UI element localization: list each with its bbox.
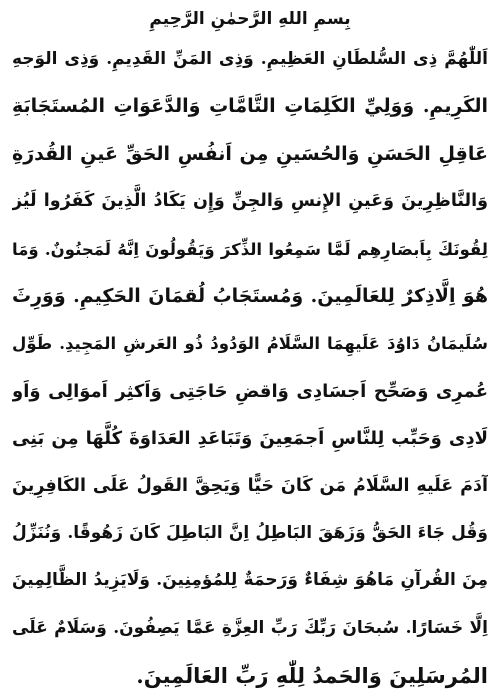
prayer-line-2: الكَرِيمِ. وَوَلِيِّ الكَلِمَاتِ التَّامَّاتِ وَالدَّعَوَاتِ المُستَجَابَةِ	[12, 95, 488, 118]
prayer-line-8: عُمرِى وَصَحِّح اَجسَادِى وَاقضِ حَاجَتِى وَاَكثِر اَموَالِى وَاَو	[12, 380, 488, 402]
prayer-line-9: لَادِى وَحَبِّب لِلنَّاسِ اَجمَعِينَ وَتَبَاعَدِ العَدَاوَةَ كُلَّهَا مِن بَنِى	[12, 428, 488, 450]
prayer-line-14: المُرسَلِينَ وَالحَمدُ لِلّٰهِ رَبِّ العَالَمِينَ.	[136, 663, 488, 689]
prayer-line-12: مِنَ القُرآنِ مَاهُوَ شِفَاءٌ وَرَحمَةٌ لِلمُؤمِنِينَ. وَلَايَزِيدُ الظَّالِمِينَ	[12, 570, 488, 591]
prayer-line-5: لِقُونَكَ بِاَبصَارِهِم لَمَّا سَمِعُوا الذِّكرَ وَيَقُولُونَ اِنَّهُ لَمَجنُونٌ. وَمَا	[12, 239, 488, 259]
prayer-line-1: اَللّٰهُمَّ ذِى السُّلطَانِ العَظِيمِ. وَذِى المَنِّ القَدِيمِ. وَذِى الوَجهِ	[12, 49, 488, 69]
prayer-line-11: وَقُل جَاءَ الحَقُّ وَزَهَقَ البَاطِلُ اِنَّ البَاطِلَ كَانَ زَهُوقًا. وَنُنَزِّلُ	[12, 522, 488, 543]
prayer-line-13: اِلَّا خَسَارًا. سُبحَانَ رَبِّكَ رَبِّ العِزَّةِ عَمَّا يَصِفُونَ. وَسَلَامٌ عَلَى	[12, 617, 488, 638]
prayer-line-6: هُوَ اِلَّاذِكرٌ لِلعَالَمِينَ. وَمُستَجَابُ لُقمَانَ الحَكِيمِ. وَوَرِثَ	[12, 284, 488, 307]
basmala-heading: بِسمِ اللهِ الرَّحمٰنِ الرَّحِيمِ	[149, 9, 351, 29]
prayer-line-10: آدَمَ عَلَيهِ السَّلَامُ مَن كَانَ حَيًّا وَيَحِقَّ القَولُ عَلَى الكَافِرِينَ	[12, 475, 488, 496]
prayer-text-body	[12, 36, 488, 699]
prayer-line-7: سُلَيمَانُ دَاوُدَ عَلَيهِمَا السَّلَامُ الوَدُودُ ذُو العَرشِ المَجِيدِ. طَوِّل	[12, 334, 488, 354]
prayer-line-4: وَالنَّاظِرِينَ وَعَينِ الإِنسِ وَالجِنِّ وَإِن يَكَادُ الَّذِينَ كَفَرُوا لَيُز	[12, 191, 488, 212]
prayer-line-3: عَاقِلِ الحَسَنِ وَالحُسَينِ مِن اَنفُسِ الحَقِّ عَينِ القُدرَةِ	[12, 142, 488, 165]
